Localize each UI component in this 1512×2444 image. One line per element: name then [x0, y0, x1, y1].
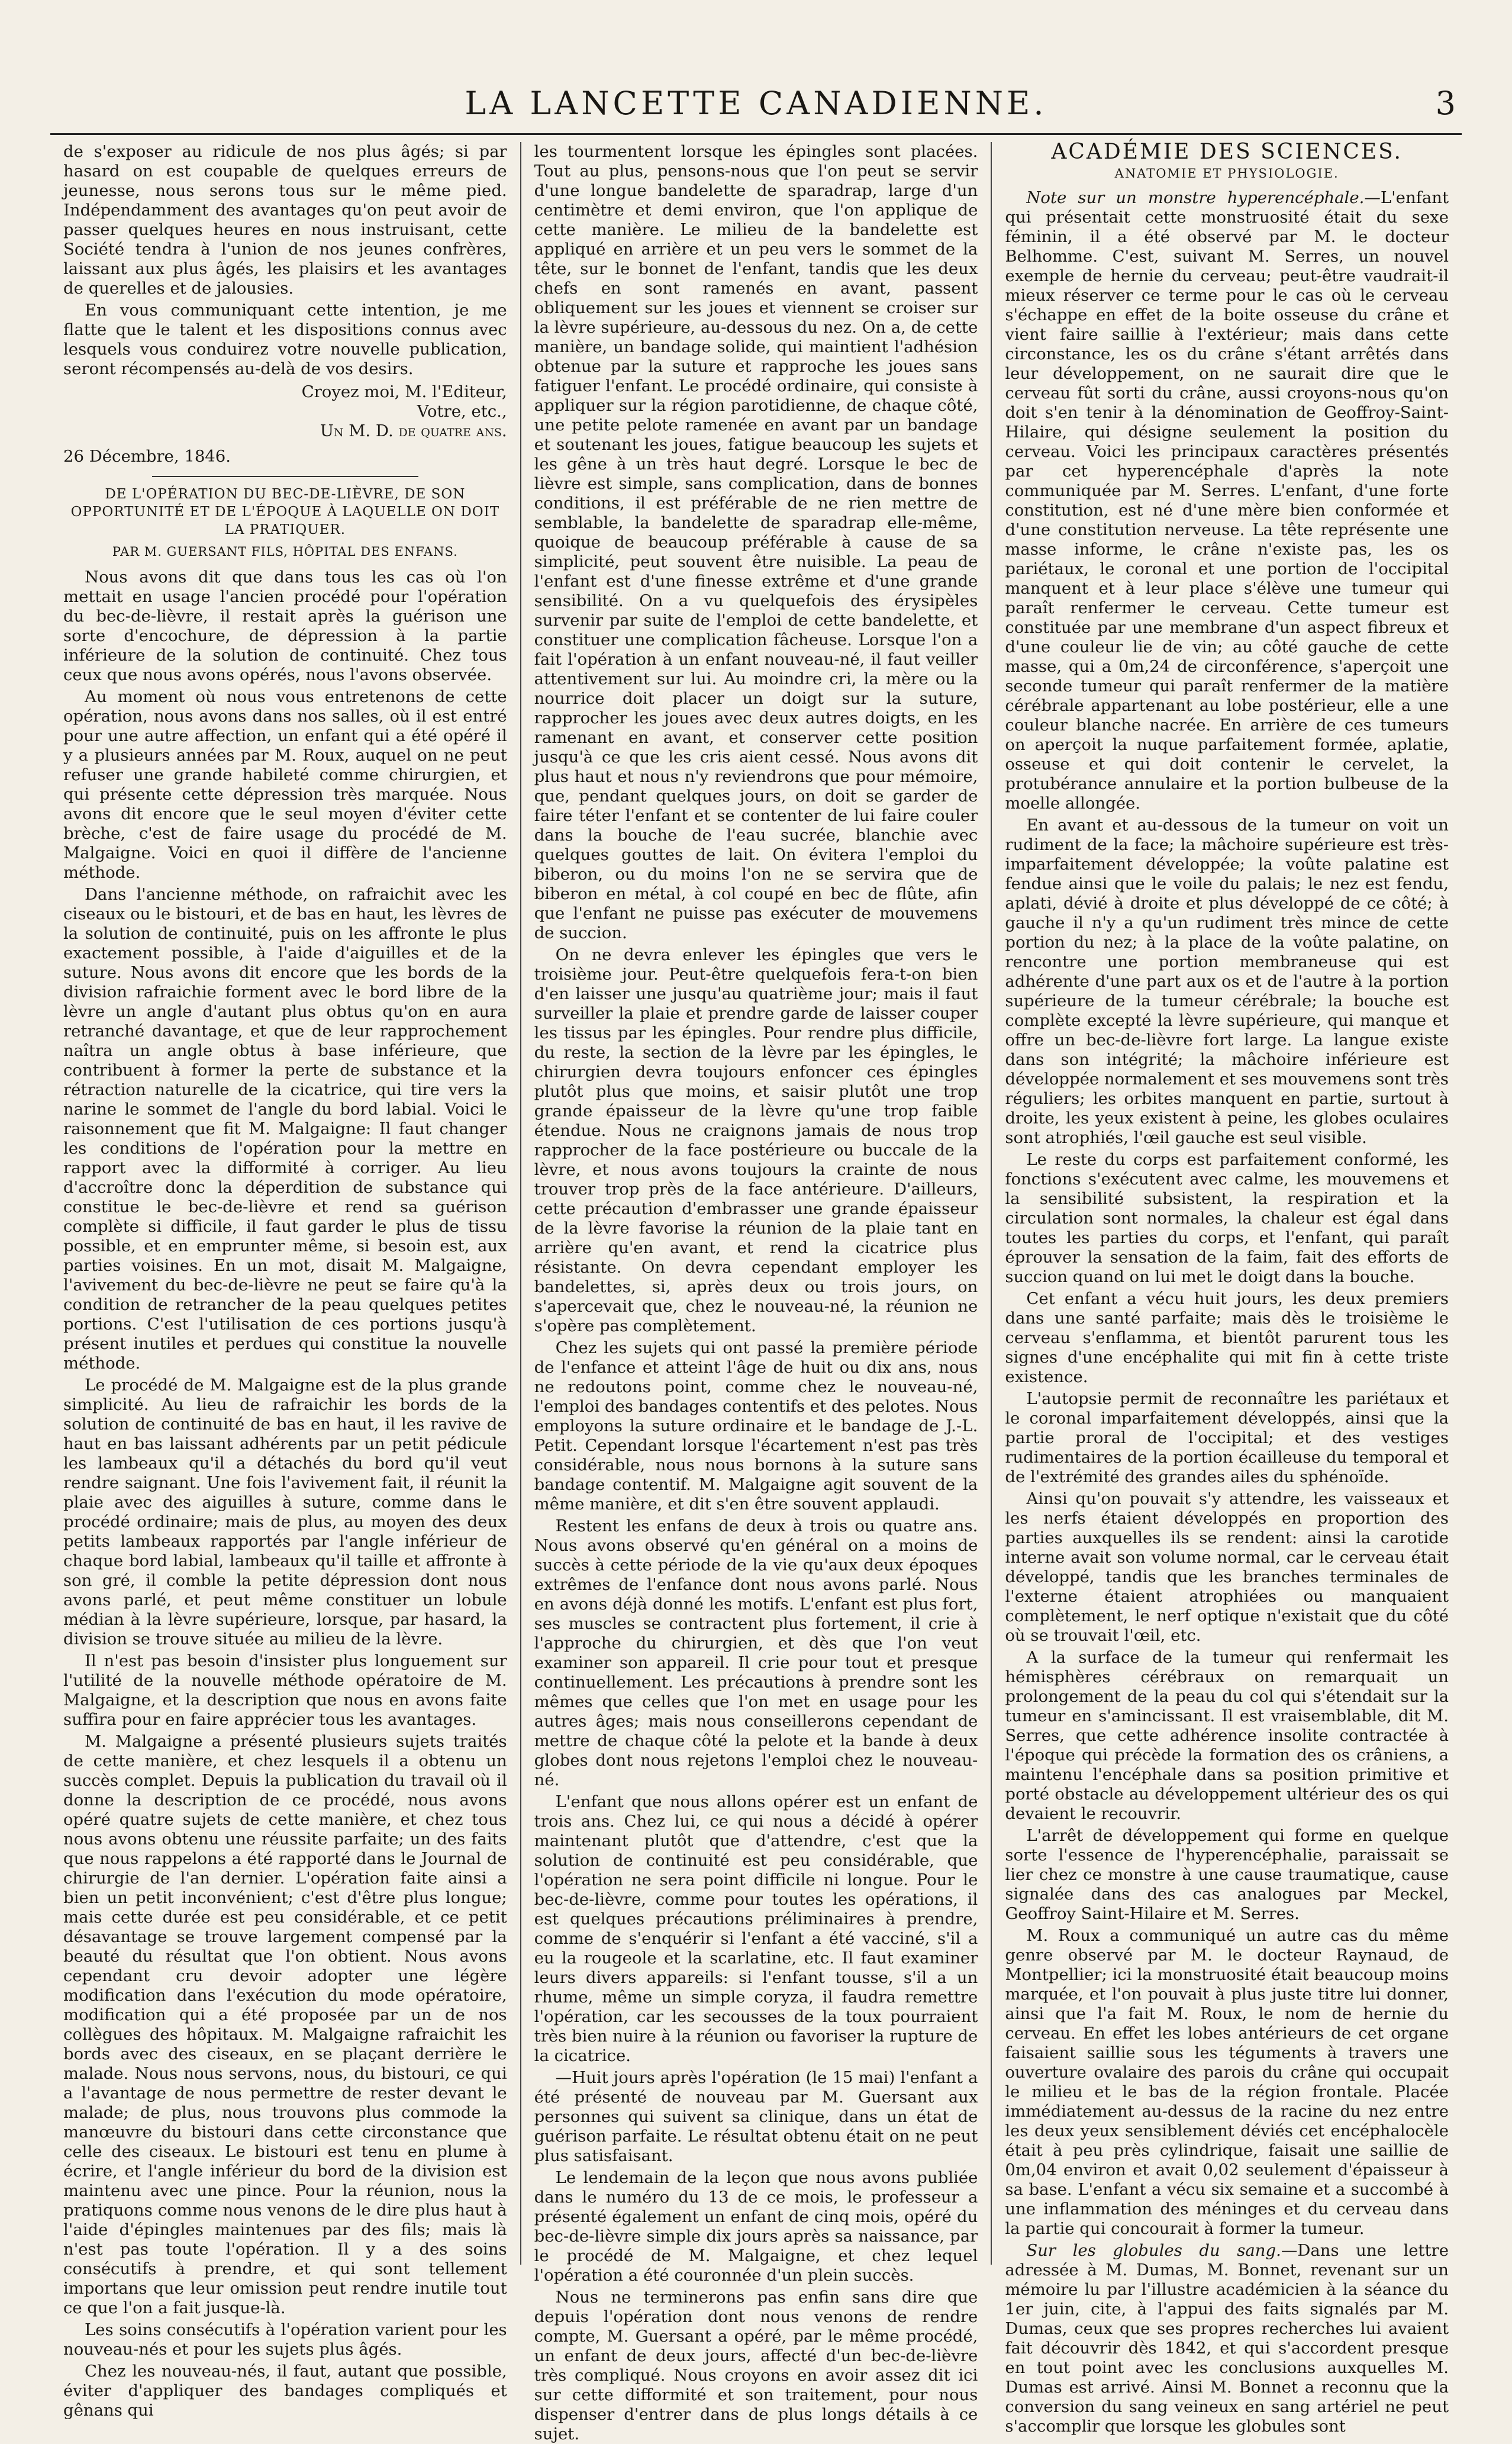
paragraph: L'arrêt de développement qui forme en quelque sorte l'essence de l'hyperencéphalie, paraissait se lier chez ce monstre à une cause traumatique, cause signalée dans des cas analogues par Meckel, Geoffroy Saint-Hilaire et M. Serres. [1005, 1826, 1449, 1923]
subsection-title: ANATOMIE ET PHYSIOLOGIE. [1114, 166, 1339, 181]
paragraph: Nous avons dit que dans tous les cas où l'on mettait en usage l'ancien procédé pour l'opération du bec-de-lièvre, il restait après la guérison une sorte d'encochure, de dépression à la partie inférieure de la solution de continuité. Chez tous ceux que nous avons opérés, nous l'avons observée. [63, 568, 507, 684]
page-header [50, 80, 1462, 135]
paragraph: On ne devra enlever les épingles que vers le troisième jour. Peut-être quelquefois fera-t-on bien d'en laisser une jusqu'au quatrième jour; mais il faut surveiller la plaie et prendre garde de laisser couper les tissus par les épingles. Pour rendre plus difficile, du reste, la section de la lèvre par les épingles, le chirurgien devra toujours enfoncer ces épingles plutôt plus que moins, et saisir plutôt une trop grande épaisseur de la lèvre qu'une trop faible étendue. Nous ne craignons jamais de nous trop rapprocher de la face postérieure ou buccale de la lèvre, et nous avons toujours la crainte de nous trouver trop près de la face antérieure. D'ailleurs, cette précaution d'embrasser une grande épaisseur de la lèvre favorise la réunion de la plaie tant en arrière qu'en avant, et rend la cicatrice plus résistante. On devra cependant employer les bandelettes, si, après deux ou trois jours, on s'apercevait que, chez le nouveau-né, la réunion ne s'opère pas complètement. [534, 945, 978, 1335]
letter-invite: En vous communiquant cette intention, je me flatte que le talent et les dispositions connus avec lesquels vous conduirez votre nouvelle publication, seront récompensés au-delà de vos desirs. [63, 301, 507, 378]
paragraph: Au moment où nous vous entretenons de cette opération, nous avons dans nos salles, où il est entré pour une autre affection, un enfant qui a été opéré il y a plusieurs années par M. Roux, auquel on ne peut refuser une grande habileté comme chirurgien, et qui présente cette dépression très marquée. Nous avons dit encore que le seul moyen d'éviter cette brèche, c'est de faire usage du procédé de M. Malgaigne. Voici en quoi il diffère de l'ancienne méthode. [63, 687, 507, 882]
letter-date: 26 Décembre, 1846. [63, 447, 231, 466]
letter-signature [63, 382, 507, 441]
masthead-title: LA LANCETTE CANADIENNE. [465, 85, 1047, 122]
column-3 [991, 140, 1462, 2436]
paragraph: les tourmentent lorsque les épingles sont placées. Tout au plus, pensons-nous que l'on peut se servir d'une longue bandelette de sparadrap, large d'un centimètre et demi environ, que l'on applique de cette manière. Le milieu de la bandelette est appliqué en arrière et un peu vers le sommet de la tête, sur le bonnet de l'enfant, tandis que les deux chefs en sont ramenés en avant, passent obliquement sur les joues et viennent se croiser sur la lèvre supérieure, au-dessous du nez. On a, de cette manière, un bandage solide, qui maintient l'adhésion obtenue par la suture et rapproche les joues sans fatiguer l'enfant. Le procédé ordinaire, qui consiste à appliquer sur la région parotidienne, de chaque côté, une petite pelote ramenée en avant par un bandage et soutenant les joues, fatigue beaucoup les sujets et les gêne à un très haut degré. Lorsque le bec de lièvre est simple, sans complication, dans de bonnes conditions, il est préférable de ne rien mettre de semblable, la bandelette de sparadrap elle-même, quoique de beaucoup préférable à cause de sa simplicité, peut souvent être nuisible. La peau de l'enfant est d'une finesse extrême et d'une grande sensibilité. On a vu quelquefois des érysipèles survenir par suite de l'emploi de cette bandelette, et constituer une complication fâcheuse. Lorsque l'on a fait l'opération à un enfant nouveau-né, il faut veiller attentivement sur lui. Au moindre cri, la mère ou la nourrice doit placer un doigt sur la suture, rapprocher les joues avec deux autres doigts, en les ramenant en avant, et conserver cette position jusqu'à ce que les cris aient cessé. Nous avons dit plus haut et nous n'y reviendrons que pour mémoire, que, pendant quelques jours, on doit se garder de faire téter l'enfant et se contenter de lui faire couler dans la bouche de l'eau sucrée, blanchie avec quelques gouttes de lait. On évitera l'emploi du biberon, ou du moins l'on ne se servira que de biberon en métal, à col coupé en bec de flûte, afin que l'enfant ne puisse pas exécuter de mouvemens de succion. [534, 142, 978, 942]
paragraph: —Huit jours après l'opération (le 15 mai) l'enfant a été présenté de nouveau par M. Guersant aux personnes qui suivent sa clinique, dans un état de guérison parfaite. Le résultat obtenu était on ne peut plus satisfaisant. [534, 2068, 978, 2165]
closing-line-2: Votre, etc., [417, 402, 507, 421]
article-divider [152, 476, 418, 477]
paragraph: Les soins consécutifs à l'opération varient pour les nouveau-nés et pour les sujets plus âgés. [63, 2320, 507, 2359]
paragraph: Il n'est pas besoin d'insister plus longuement sur l'utilité de la nouvelle méthode opératoire de M. Malgaigne, et la description que nous en avons faite suffira pour en faire apprécier tous les avantages. [63, 1651, 507, 1729]
section-title: ACADÉMIE DES SCIENCES. [1051, 140, 1403, 164]
lead-title: Sur les globules du sang. [1026, 2241, 1281, 2260]
paragraph: Le lendemain de la leçon que nous avons publiée dans le numéro du 13 de ce mois, le professeur a présenté également un enfant de cinq mois, opéré du bec-de-lièvre simple dix jours après sa naissance, par le procédé de M. Malgaigne, et chez lequel l'opération a été couronnée d'un plein succès. [534, 2168, 978, 2285]
closing-line-1: Croyez moi, M. l'Editeur, [301, 382, 507, 401]
paragraph: Nous ne terminerons pas enfin sans dire que depuis l'opération dont nous venons de rendre compte, M. Guersant a opéré, par le même procédé, un enfant de deux jours, affecté d'un bec-de-lièvre très compliqué. Nous croyons en avoir assez dit ici sur cette difformité et son traitement, pour nous dispenser d'entrer dans de plus longs détails à ce sujet. [534, 2288, 978, 2443]
column-2 [520, 142, 991, 2443]
paragraph: M. Malgaigne a présenté plusieurs sujets traités de cette manière, et chez lesquels il a obtenu un succès complet. Depuis la publication du travail où il donne la description de ce procédé, nous avons opéré quatre sujets de cette manière, et chez tous nous avons obtenu une réussite parfaite; un des faits que nous rappelons a été rapporté dans le Journal de chirurgie de l'an dernier. L'opération faite ainsi a bien un petit inconvénient; c'est d'être plus longue; mais cette durée est peu considérable, et ce petit désavantage se trouve largement compensé par la beauté du résultat que l'on obtient. Nous avons cependant cru devoir adopter une légère modification dans l'exécution du mode opératoire, modification qui a été proposée par un de nos collègues des hôpitaux. M. Malgaigne rafraichit les bords avec des ciseaux, en se plaçant derrière le malade. Nous nous servons, nous, du bistouri, ce qui a l'avantage de nous permettre de rester devant le malade; de plus, nous trouvons plus commode la manœuvre du bistouri dans cette circonstance que celle des ciseaux. Le bistouri est tenu en plume à écrire, et l'angle inférieur du bord de la division est maintenu avec une pince. Pour la réunion, nous la pratiquons comme nous venons de le dire plus haut à l'aide d'épingles maintenues par des fils; mais là n'est pas toute l'opération. Il y a des soins consécutifs à prendre, et qui sont tellement importans que leur omission peut rendre inutile tout ce que l'on a fait jusque-là. [63, 1732, 507, 2317]
article-byline: PAR M. GUERSANT FILS, HÔPITAL DES ENFANS. [112, 545, 458, 559]
paragraph: En avant et au-dessous de la tumeur on voit un rudiment de la face; la mâchoire supérieure est très-imparfaitement développée; la voûte palatine est fendue ainsi que le voile du palais; le nez est fendu, aplati, dévié à droite et plus développé de ce côté; à gauche il n'y a qu'un rudiment très mince de cette portion du nez; à la place de la voûte palatine, on rencontre une portion membraneuse qui est adhérente d'une part aux os et de l'autre à la portion supérieure de la tumeur cérébrale; la bouche est complète excepté la lèvre supérieure, qui manque et offre un bec-de-lièvre fort large. La langue existe dans son intégrité; la mâchoire inférieure est développée normalement et ses mouvemens sont très réguliers; les orbites manquent en partie, surtout à droite, les yeux existent à peine, les globes oculaires sont atrophiés, l'œil gauche est seul visible. [1005, 816, 1449, 1147]
paragraph: Le procédé de M. Malgaigne est de la plus grande simplicité. Au lieu de rafraichir les bords de la solution de continuité de bas en haut, il les ravive de haut en bas laissant adhérents par un petit pédicule les lambeaux qu'il a détachés du bord qu'il veut rendre saignant. Une fois l'avivement fait, il réunit la plaie avec des aiguilles à suture, comme dans le procédé ordinaire; mais de plus, au moyen des deux petits lambeaux rapportés par l'angle inférieur de chaque bord labial, lambeaux qu'il taille et affronte à son gré, il comble la petite dépression dont nous avons parlé, et peut même constituer un lobule médian à la lèvre supérieure, lorsque, par hasard, la division se trouve située au milieu de la lèvre. [63, 1376, 507, 1648]
lead-paragraph [1005, 2241, 1449, 2436]
lead-paragraph [1005, 188, 1449, 813]
page-number: 3 [1435, 85, 1456, 122]
paragraph: Restent les enfans de deux à trois ou quatre ans. Nous avons observé qu'en général on a moins de succès à cette période de la vie qu'aux deux époques extrêmes de l'enfance dont nous avons parlé. Nous en avons déjà donné les motifs. L'enfant est plus fort, ses muscles se contractent plus fortement, il crie à l'approche du chirurgien, et dès que l'on veut examiner son appareil. Il crie pour tout et presque continuellement. Les précautions à prendre sont les mêmes que celles que l'on met en usage pour les autres âges; mais nous conseillerons cependant de mettre de chaque côté la pelote et la bande à deux globes dont nous rejetons l'emploi chez le nouveau-né. [534, 1516, 978, 1789]
paragraph: Cet enfant a vécu huit jours, les deux premiers dans une santé parfaite; mais dès le troisième le cerveau s'enflamma, et bientôt parurent tous les signes d'une encéphalite qui mit fin à cette triste existence. [1005, 1289, 1449, 1386]
paragraph: Dans l'ancienne méthode, on rafraichit avec les ciseaux ou le bistouri, et de bas en haut, les lèvres de la solution de continuité, puis on les affronte le plus exactement possible, à l'aide d'aiguilles et de la suture. Nous avons dit encore que les bords de la division rafraichie forment avec le bord libre de la lèvre un angle d'autant plus obtus qu'on en aura retranché davantage, et que de leur rapprochement naîtra un angle obtus à base inférieure, que contribuent à former la perte de substance et la rétraction naturelle de la cicatrice, qui tire vers la narine le sommet de l'angle du bord labial. Voici le raisonnement que fit M. Malgaigne: Il faut changer les conditions de l'opération pour la mettre en rapport avec la difformité à corriger. Au lieu d'accroître donc la déperdition de substance qui constitue le bec-de-lièvre et rend sa guérison complète si difficile, il faut garder le plus de tissu possible, et en emprunter même, si besoin est, aux parties voisines. En un mot, disait M. Malgaigne, l'avivement du bec-de-lièvre ne peut se faire qu'à la condition de retrancher de la peau quelques petites portions. C'est l'utilisation de ces portions jusqu'à présent inutiles et perdues qui constitue la nouvelle méthode. [63, 885, 507, 1373]
paragraph: Le reste du corps est parfaitement conformé, les fonctions s'exécutent avec calme, les mouvemens et la sensibilité subsistent, la respiration et la circulation sont normales, la chaleur est égal dans toutes les parties du corps, et l'enfant, qui paraît éprouver la sensation de la faim, fait des efforts de succion quand on lui met le doigt dans la bouche. [1005, 1150, 1449, 1286]
paragraph: Chez les sujets qui ont passé la première période de l'enfance et atteint l'âge de huit ou dix ans, nous ne redoutons point, comme chez le nouveau-né, l'emploi des bandages contentifs et des pelotes. Nous employons la suture ordinaire et le bandage de J.-L. Petit. Cependant lorsque l'écartement n'est pas très considérable, nous nous bornons à la suture sans bandage contentif. M. Malgaigne agit souvent de la même manière, et dit s'en être souvent applaudi. [534, 1338, 978, 1514]
paragraph: L'enfant que nous allons opérer est un enfant de trois ans. Chez lui, ce qui nous a décidé à opérer maintenant plutôt que d'attendre, c'est que la solution de continuité est peu considérable, que l'opération ne sera point difficile ni longue. Pour le bec-de-lièvre, comme pour toutes les opérations, il est quelques précautions préliminaires à prendre, comme de s'enquérir si l'enfant a été vacciné, s'il a eu la rougeole et la scarlatine, etc. Il faut examiner leurs divers appareils: si l'enfant tousse, s'il a un rhume, même un simple coryza, il faudra remettre l'opération, car les secousses de la toux pourraient très bien nuire à la réunion ou favoriser la rupture de la cicatrice. [534, 1792, 978, 2065]
paragraph: Chez les nouveau-nés, il faut, autant que possible, éviter d'appliquer des bandages compliqués et gênans qui [63, 2362, 507, 2420]
paragraph: L'autopsie permit de reconnaître les pariétaux et le coronal imparfaitement développés, ainsi que la partie proral de l'occipital; et des vestiges rudimentaires de la portion écailleuse du temporal et de l'extrémité des grandes ailes du sphénoïde. [1005, 1389, 1449, 1486]
paragraph: Ainsi qu'on pouvait s'y attendre, les vaisseaux et les nerfs étaient développés en proportion des parties auxquelles ils se rendent: ainsi la carotide interne avait son volume normal, car le cerveau était développé, tandis que les branches terminales de l'externe étaient atrophiées ou manquaient complètement, le nerf optique n'existait que du côté où se trouvait l'œil, etc. [1005, 1489, 1449, 1645]
column-1 [50, 142, 520, 2420]
letter-intro: de s'exposer au ridicule de nos plus âgés; si par hasard on est coupable de quelques erreurs de jeunesse, nous serons tous sur le même pied. Indépendamment des avantages qu'on peut avoir de passer quelques heures en nous instruisant, cette Société tendra à l'union de nos jeunes confrères, laissant aux plus âgés, les plaisirs et les avantages de querelles et de jalousies. [63, 142, 507, 298]
closing-line-3: Un M. D. de quatre ans. [320, 421, 507, 440]
lead-text: —Dans une lettre adressée à M. Dumas, M. Bonnet, revenant sur un mémoire lu par l'illustre académicien à la séance du 1er juin, cite, à l'appui des faits signalés par M. Dumas, ceux que ses propres recherches lui avaient fait découvrir dès 1842, et qui s'accordent presque en tout point avec les conclusions auxquelles M. Dumas est arrivé. Ainsi M. Bonnet a reconnu que la conversion du sang veineux en sang artériel ne peut s'accomplir que lorsque les globules sont [1005, 2241, 1449, 2436]
article-title: DE L'OPÉRATION DU BEC-DE-LIÈVRE, DE SON OPPORTUNITÉ ET DE L'ÉPOQUE À LAQUELLE ON DOIT LA PRATIQUER. [70, 487, 500, 537]
lead-title: Note sur un monstre hyperencéphale. [1026, 188, 1365, 207]
text-columns [50, 140, 1462, 2443]
lead-text: —L'enfant qui présentait cette monstruosité était du sexe féminin, il a été observé par M. le docteur Belhomme. C'est, suivant M. Serres, un nouvel exemple de hernie du cerveau; peut-être vaudrait-il mieux réserver ce terme pour le cas où le cerveau s'échappe en effet de la boite osseuse du crâne et vient faire saillie à l'extérieur; mais dans cette circonstance, les os du crâne s'étant arrêtés dans leur développement, on ne saurait dire que le cerveau fût sorti du crâne, aussi croyons-nous qu'on doit s'en tenir à la dénomination de Geoffroy-Saint-Hilaire, qui désigne seulement la position du cerveau. Voici les principaux caractères présentés par cet hyperencéphale d'après la note communiquée par M. Serres. L'enfant, d'une forte constitution, est né d'une mère bien conformée et d'une constitution nerveuse. La tête représente une masse informe, le crâne n'existe pas, les os pariétaux, le coronal et une portion de l'occipital manquent et à leur place s'élève une tumeur qui paraît renfermer le cerveau. Cette tumeur est constituée par une membrane d'un aspect fibreux et d'une couleur lie de vin; au côté gauche de cette masse, qui a 0m,24 de circonférence, s'aperçoit une seconde tumeur qui paraît renfermer de la matière cérébrale appartenant au lobe postérieur, elle a une couleur blanche nacrée. En arrière de ces tumeurs on aperçoit la nuque parfaitement formée, aplatie, osseuse et qui doit contenir le cervelet, la protubérance annulaire et la portion bulbeuse de la moelle allongée. [1005, 188, 1449, 813]
paragraph: A la surface de la tumeur qui renfermait les hémisphères cérébraux on remarquait un prolongement de la peau du col qui s'étendait sur la tumeur en s'amincissant. Il est vraisemblable, dit M. Serres, que cette adhérence insolite contractée à l'époque qui précède la formation des os crâniens, a maintenu l'encéphale dans sa position primitive et porté obstacle au développement ultérieur des os qui devaient le recouvrir. [1005, 1648, 1449, 1823]
paragraph: M. Roux a communiqué un autre cas du même genre observé par M. le docteur Raynaud, de Montpellier; ici la monstruosité était beaucoup moins marquée, et l'on pouvait à plus juste titre lui donner, ainsi que l'a fait M. Roux, le nom de hernie du cerveau. En effet les lobes antérieurs de cet organe faisaient saillie sous les téguments à travers une ouverture ovalaire des parois du crâne qui occupait le milieu et le bas de la région frontale. Placée immédiatement au-dessus de la racine du nez entre les deux yeux sensiblement déviés cet encéphalocèle était à peu près cylindrique, faisait une saillie de 0m,04 environ et avait 0,02 seulement d'épaisseur à sa base. L'enfant a vécu six semaine et a succombé à une inflammation des méninges et du cerveau dans la partie qui concourait à former la tumeur. [1005, 1926, 1449, 2238]
